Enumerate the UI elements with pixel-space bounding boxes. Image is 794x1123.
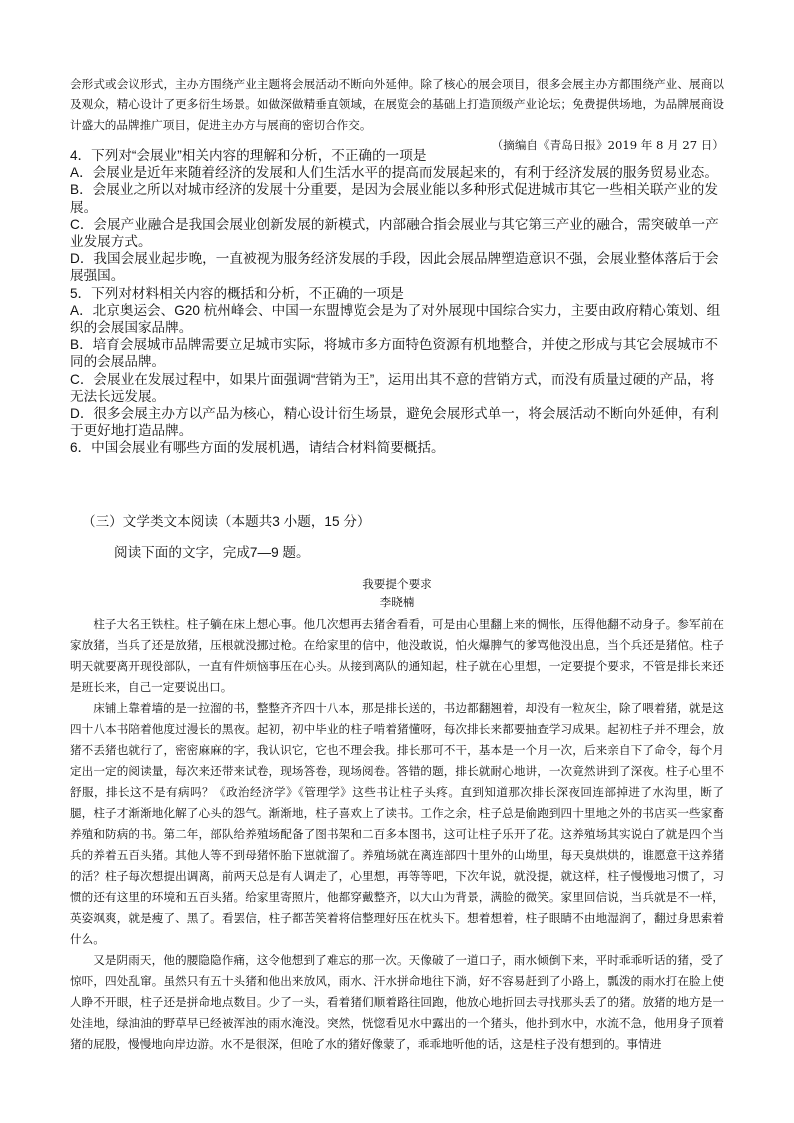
article-author: 李晓楠	[379, 595, 415, 609]
reading-instruction: 阅读下面的文字，完成7—9 题。	[114, 545, 310, 560]
question-5-stem: 5．下列对材料相关内容的概括和分析，不正确的一项是	[70, 285, 404, 301]
article-body	[70, 614, 724, 1055]
material-text: 会形式或会议形式，主办方围绕产业主题将会展活动不断向外延伸。除了核心的展会项目，很多会展主办方都围绕产业、展商以及观众，精心设计了更多衍生场景。如做深做精垂直领域，在展览会的基础上打造顶级产业论坛；免费提供场地，为品牌展商设计盛大的品牌推广项目，促进主办方与展商的密切合作交。	[70, 77, 724, 132]
article-paragraph: 又是阴雨天，他的腰隐隐作痛，这令他想到了难忘的那一次。天像破了一道口子，雨水倾倒下来，平时乖乖听话的猪，受了惊吓，四处乱窜。虽然只有五十头猪和他出来放风，雨水、汗水拼命地往下淌，好不容易赶到了小路上，瓢泼的雨水打在脸上使人睁不开眼，柱子还是拼命地点数目。少了一头，看着猪们顺着路往回跑，他放心地折回去寻找那头丢了的猪。放猪的地方是一处洼地，绿油油的野草早已经被浑浊的雨水淹没。突然，恍惚看见水中露出的一个猪头，他扑到水中，水流不急，他用身子顶着猪的屁股，慢慢地向岸边游。水不是很深，但呛了水的猪好像蒙了，乖乖地听他的话，这是柱子没有想到的。事情进	[70, 953, 724, 1051]
question-5-option-a: A．北京奥运会、G20 杭州峰会、中国一东盟博览会是为了对外展现中国综合实力，主要由政府精心策划、组织的会展国家品牌。	[70, 302, 721, 336]
article-title: 我要提个要求	[362, 577, 432, 591]
question-4-option-d: D．我国会展业起步晚，一直被视为服务经济发展的手段，因此会展品牌塑造意识不强，会展业整体落后于会展强国。	[70, 251, 719, 284]
question-4-option-b: B．会展业之所以对城市经济的发展十分重要，是因为会展业能以多种形式促进城市其它一些相关联产业的发展。	[70, 182, 718, 215]
question-4-stem: 4．下列对“会展业”相关内容的理解和分析，不正确的一项是	[70, 148, 427, 163]
material-source: （摘编自《青岛日报》2019 年 8 月 27 日）	[491, 138, 724, 153]
article-paragraph: 柱子大名王铁柱。柱子躺在床上想心事。他几次想再去猪舍看看，可是由心里翻上来的惆怅，压得他翻不动身子。参军前在家放猪，当兵了还是放猪，压根就没挪过枪。在给家里的信中，他没敢说，怕火爆脾气的爹骂他没出息，当个兵还是猪倌。柱子明天就要离开现役部队，一直有件烦恼事压在心头。从接到离队的通知起，柱子就在心里想，一定要提个要求，不管是排长来还是班长来，自己一定要说出口。	[70, 617, 724, 694]
question-4-option-a: A．会展业是近年来随着经济的发展和人们生活水平的提高而发展起来的，有利于经济发展的服务贸易业态。	[70, 165, 718, 181]
question-block	[70, 147, 724, 457]
question-6-stem: 6．中国会展业有哪些方面的发展机遇，请结合材料简要概括。	[70, 440, 445, 456]
question-4-option-c: C．会展产业融合是我国会展业创新发展的新模式，内部融合指会展业与其它第三产业的融合，需突破单一产业发展方式。	[70, 216, 719, 250]
question-5-option-b: B．培育会展城市品牌需要立足城市实际，将城市多方面特色资源有机地整合，并使之形成与其它会展城市不同的会展品牌。	[70, 337, 718, 370]
question-5-option-c: C．会展业在发展过程中，如果片面强调“营销为王”，运用出其不意的营销方式，而没有质量过硬的产品，将无法长远发展。	[70, 371, 715, 404]
section-heading: （三）文学类文本阅读（本题共3 小题，15 分）	[82, 514, 371, 529]
article-paragraph: 床铺上靠着墙的是一拉溜的书，整整齐齐四十八本，那是排长送的，书边都翻翘着，却没有一粒灰尘，除了喂着猪，就是这四十八本书陪着他度过漫长的黑夜。起初，初中毕业的柱子啃着猪懂呀，每次排长来都要抽查学习成果。起初柱子并不理会，放猪不丢猪也就行了，密密麻麻的字，我认识它，它也不理会我。排长那可不干，基本是一个月一次，后来亲自下了命令，每个月定出一定的阅读量，每次来还带来试卷，现场答卷，现场阅卷。答错的题，排长就耐心地讲，一次竟然讲到了深夜。柱子心里不舒服，排长这不是有病吗？《政治经济学》《管理学》这些书让柱子头疼。直到知道那次排长深夜回连部掉进了水沟里，断了腿，柱子才渐渐地化解了心头的怨气。渐渐地，柱子喜欢上了读书。工作之余，柱子总是偷跑到四十里地之外的书店买一些家畜养殖和防病的书。第二年，部队给养殖场配备了图书架和二百多本图书，这可让柱子乐开了花。这养殖场其实说白了就是四个当兵的养着五百头猪。其他人等不到母猪怀胎下崽就溜了。养殖场就在离连部四十里外的山坳里，每天臭烘烘的，谁愿意干这养猪的活？柱子每次想提出调离，前两天总是有人调走了，心里想，再等等吧，下次年说，就没提，就这样，柱子慢慢地习惯了，习惯的还有这里的环境和五百头猪。给家里寄照片，他都穿戴整齐，以大山为背景，满脸的微笑。家里回信说，当兵就是不一样，英姿飒爽，就是瘦了、黑了。看罢信，柱子都苦笑着将信整理好压在枕头下。想着想着，柱子眼睛不由地湿润了，翻过身思索着什么。	[70, 701, 724, 946]
material-excerpt	[70, 74, 724, 156]
question-5-option-d: D．很多会展主办方以产品为核心，精心设计衍生场景，避免会展形式单一，将会展活动不断向外延伸，有利于更好地打造品牌。	[70, 406, 719, 439]
